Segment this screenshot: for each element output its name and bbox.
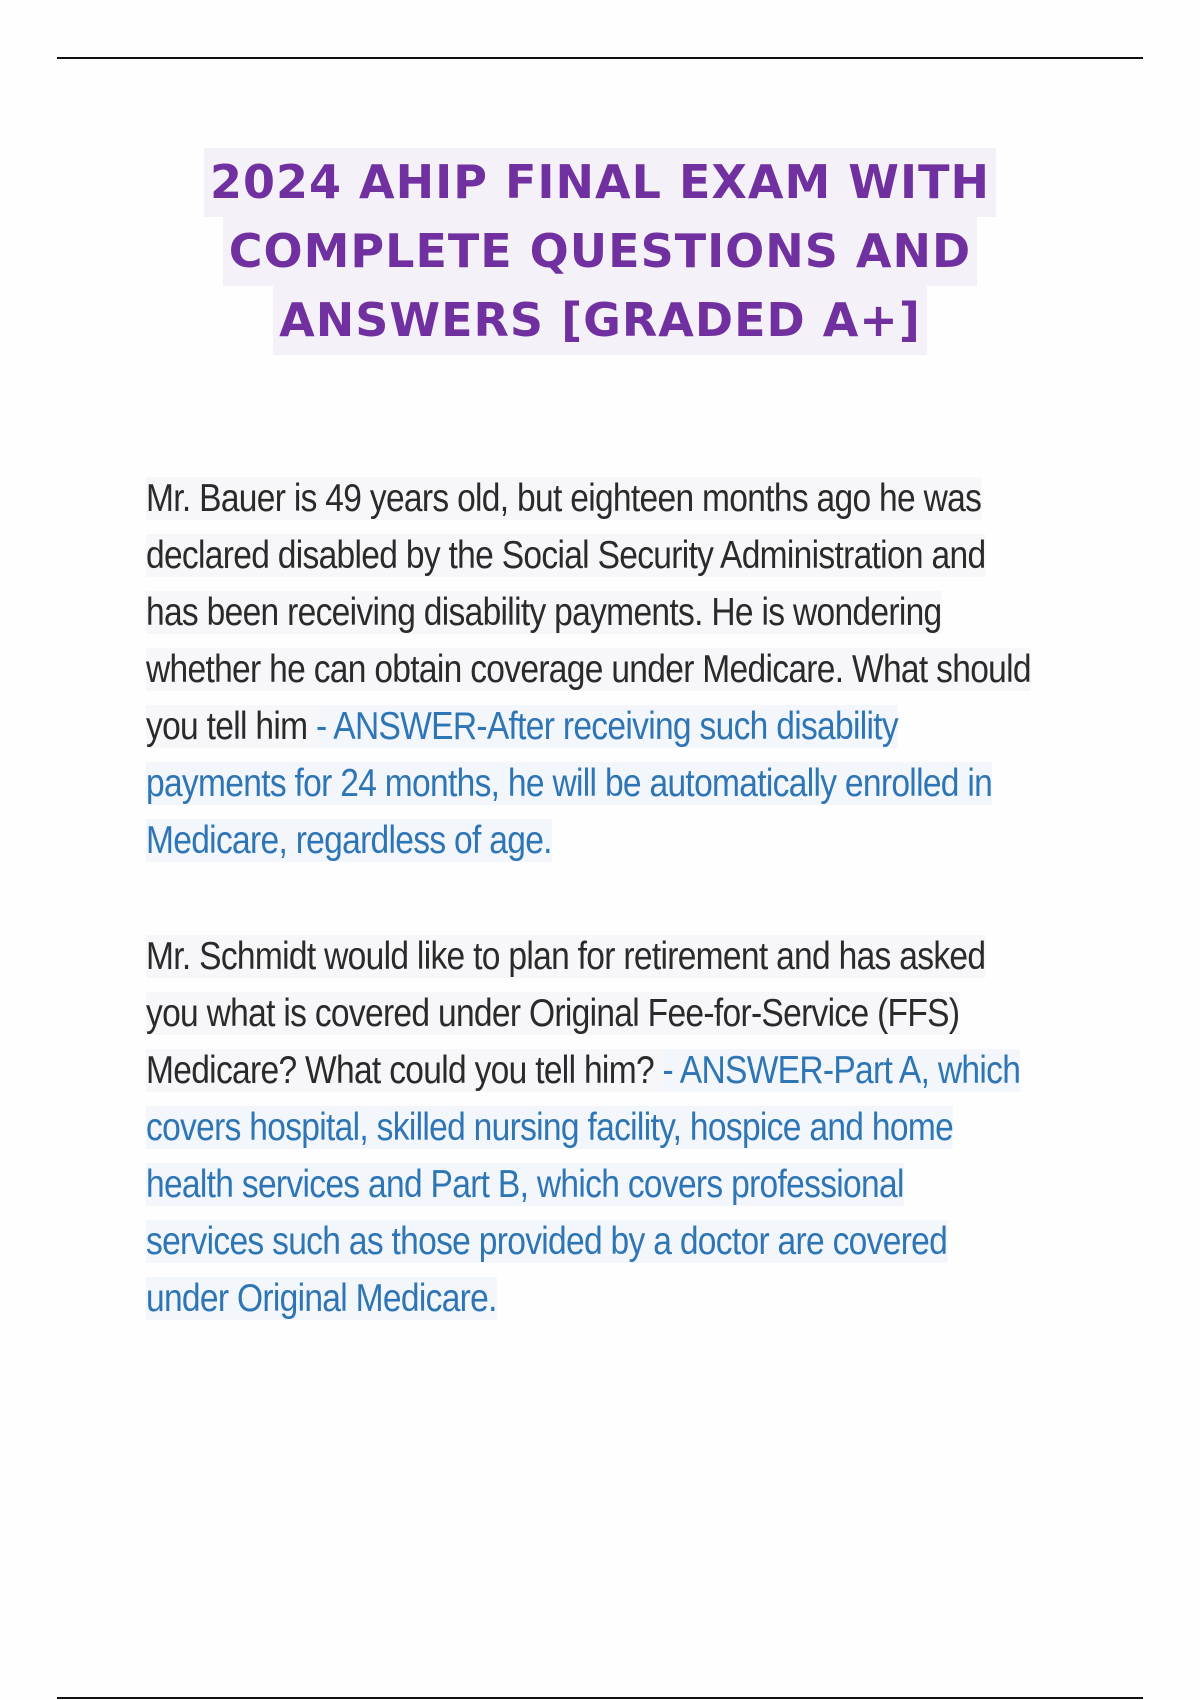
document-title <box>120 148 1080 355</box>
question-text: Mr. Schmidt would like to plan for retirement and has asked <box>146 935 986 978</box>
qa-1-line-7 <box>146 812 1086 869</box>
question-text: declared disabled by the Social Security Administration and <box>146 534 986 577</box>
top-rule <box>57 57 1143 59</box>
qa-1-line-2 <box>146 527 1086 584</box>
qa-2-line-7 <box>146 1270 1086 1327</box>
answer-text: Medicare, regardless of age. <box>146 819 552 862</box>
question-text: has been receiving disability payments. He is wondering <box>146 591 942 634</box>
qa-2-line-4 <box>146 1099 1086 1156</box>
title-line-1: 2024 AHIP FINAL EXAM WITH <box>204 148 996 217</box>
qa-item-1 <box>146 470 1086 869</box>
question-text: Mr. Bauer is 49 years old, but eighteen months ago he was <box>146 477 982 520</box>
qa-2-line-1 <box>146 928 1086 985</box>
bottom-rule <box>57 1697 1143 1699</box>
qa-2-line-2 <box>146 985 1086 1042</box>
qa-2-line-5 <box>146 1156 1086 1213</box>
answer-text: health services and Part B, which covers professional <box>146 1163 904 1206</box>
answer-text: services such as those provided by a doctor are covered <box>146 1220 948 1263</box>
qa-item-2 <box>146 928 1086 1327</box>
title-line-3: ANSWERS [GRADED A+] <box>273 286 927 355</box>
question-text: you what is covered under Original Fee-for-Service (FFS) <box>146 992 960 1035</box>
title-line-2: COMPLETE QUESTIONS AND <box>223 217 977 286</box>
answer-text: under Original Medicare. <box>146 1277 497 1320</box>
answer-text: - ANSWER-After receiving such disability <box>316 705 899 748</box>
qa-2-line-6 <box>146 1213 1086 1270</box>
qa-1-line-6 <box>146 755 1086 812</box>
answer-text: covers hospital, skilled nursing facility, hospice and home <box>146 1106 954 1149</box>
question-text: Medicare? What could you tell him? <box>146 1049 663 1092</box>
qa-2-line-3 <box>146 1042 1086 1099</box>
qa-1-line-4 <box>146 641 1086 698</box>
qa-1-line-1 <box>146 470 1086 527</box>
answer-text: payments for 24 months, he will be automatically enrolled in <box>146 762 993 805</box>
question-text: you tell him <box>146 705 317 748</box>
answer-text: - ANSWER-Part A, which <box>662 1049 1021 1092</box>
question-text: whether he can obtain coverage under Medicare. What should <box>146 648 1031 691</box>
qa-1-line-5 <box>146 698 1086 755</box>
qa-1-line-3 <box>146 584 1086 641</box>
